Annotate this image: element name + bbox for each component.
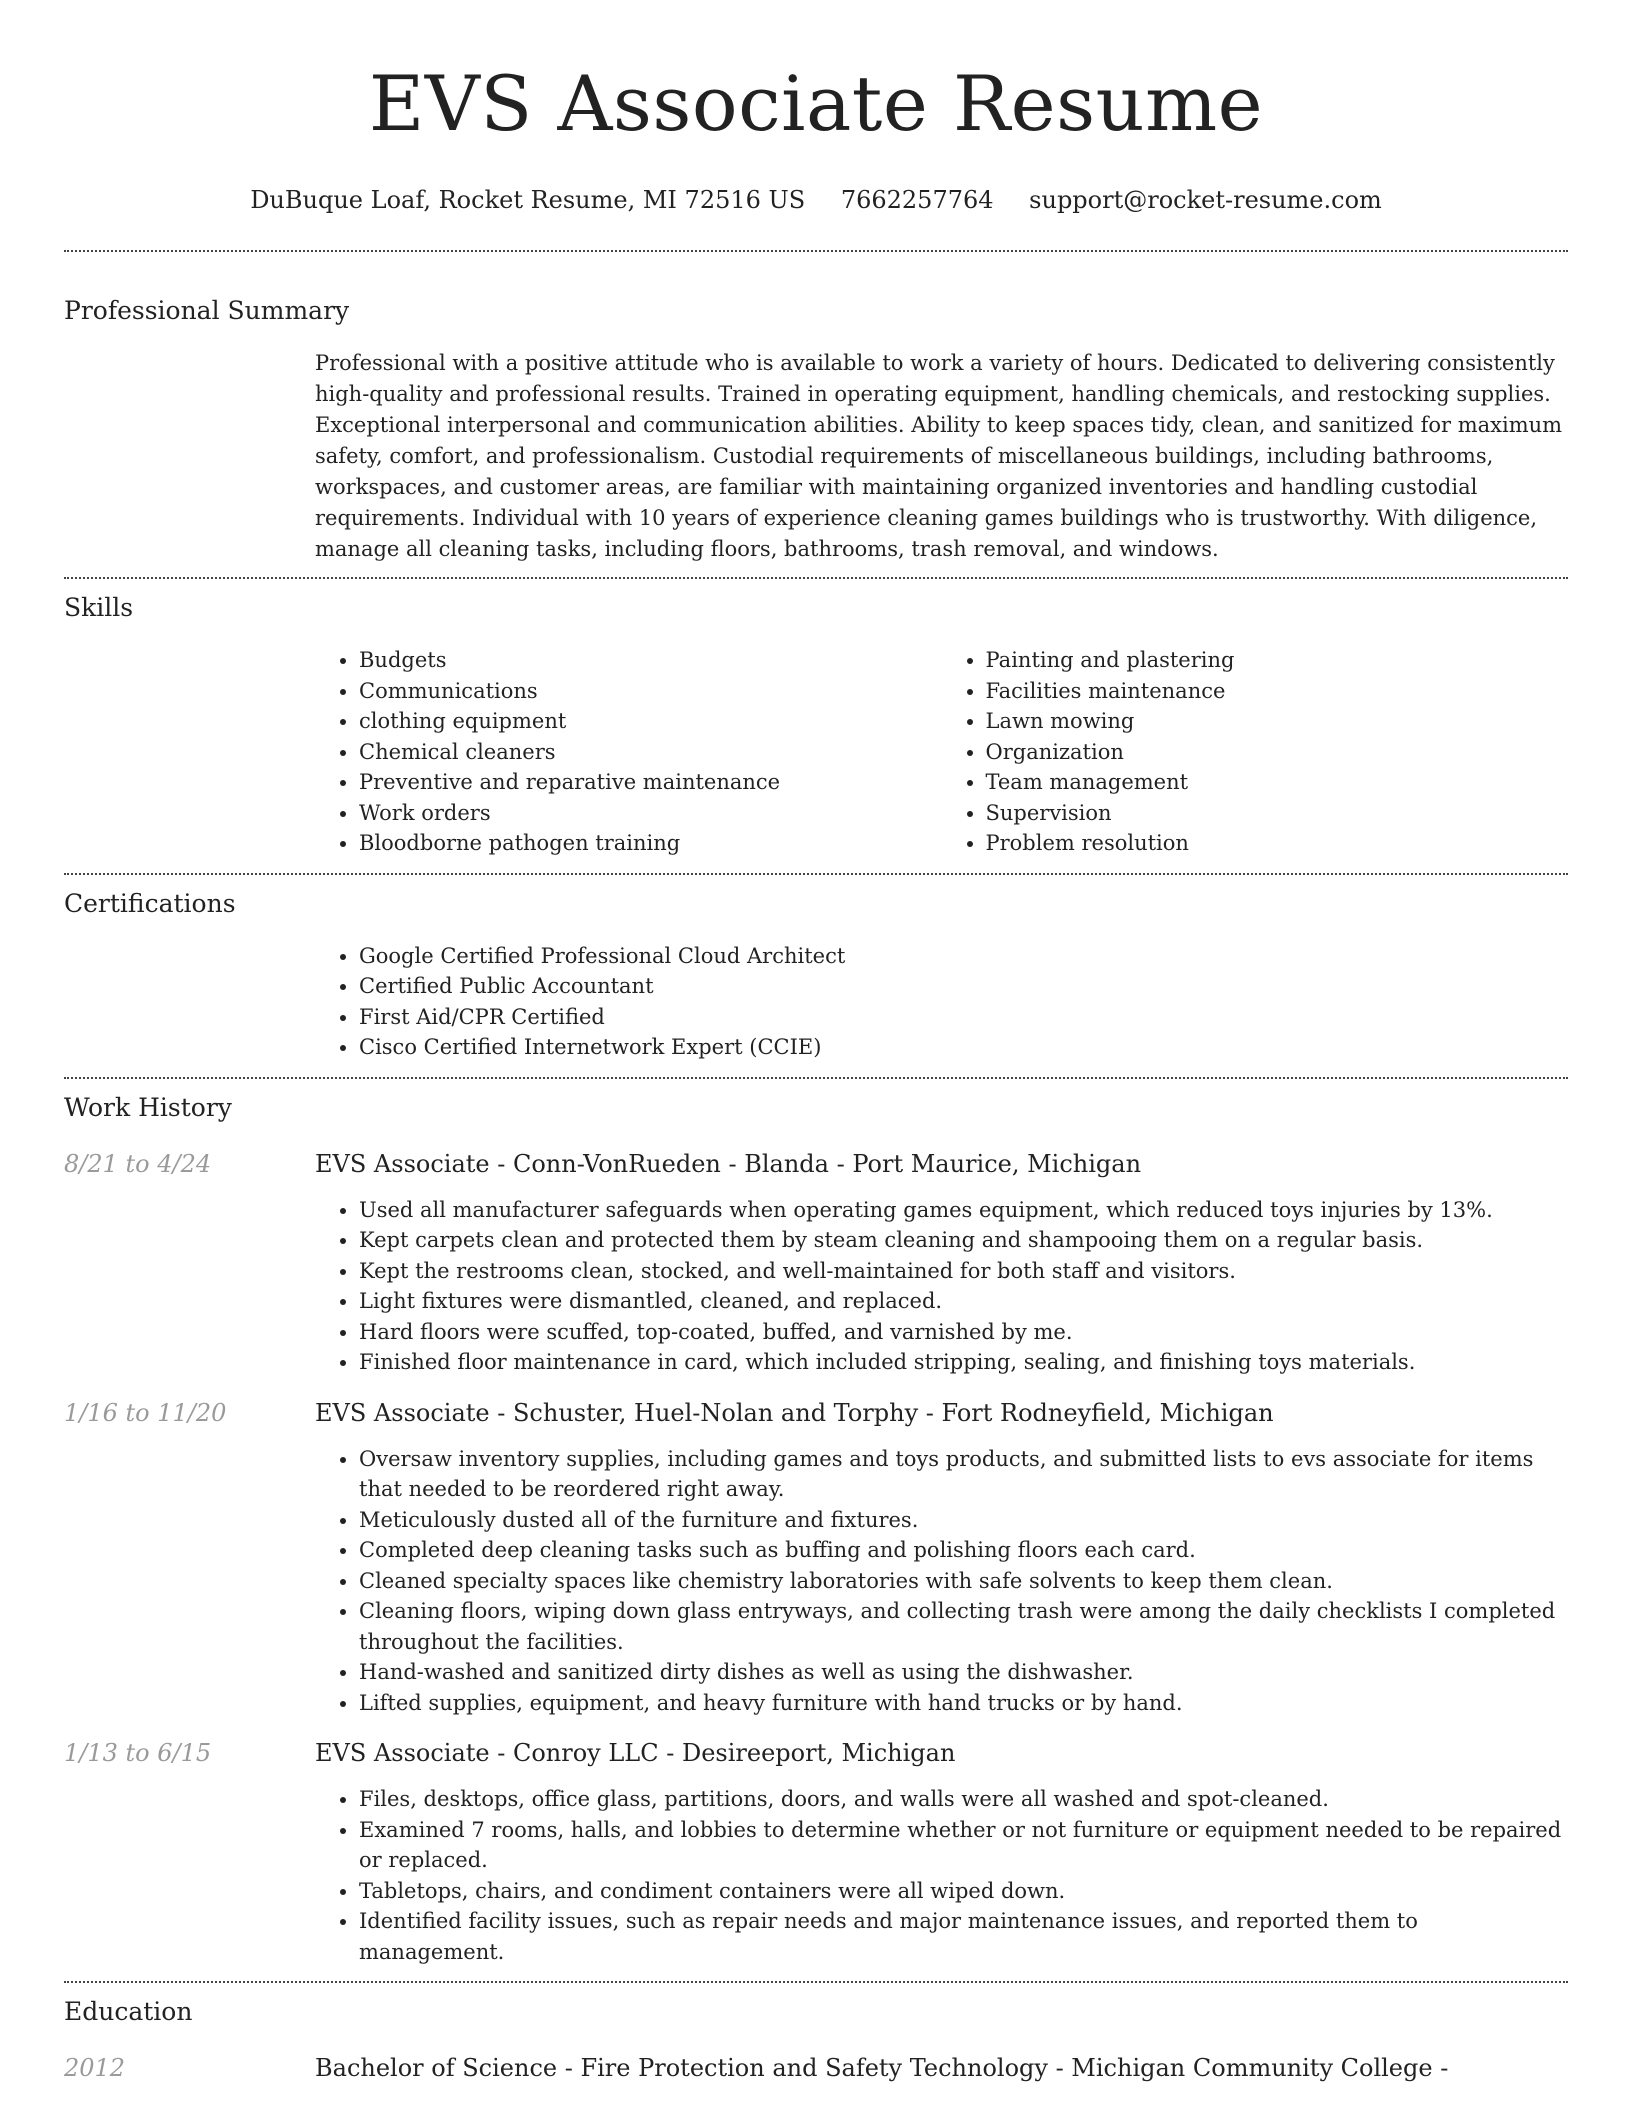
skill-item: • Budgets [359,645,942,676]
job-entry [64,1736,1568,1967]
job-bullet: • Hand-washed and sanitized dirty dishes as well as using the dishwasher. [359,1657,1568,1688]
skills-columns [315,645,1568,859]
work-history-heading: Work History [64,1092,232,1122]
skill-item: • Organization [986,737,1569,768]
education-heading: Education [64,1997,193,2026]
work-history-section [64,1091,1568,1968]
job-dates: 1/13 to 6/15 [64,1739,212,1767]
job-bullet: • Hard floors were scuffed, top-coated, buffed, and varnished by me. [359,1317,1568,1348]
certification-item: • First Aid/CPR Certified [359,1002,1568,1033]
job-bullet: • Finished floor maintenance in card, which included stripping, sealing, and finishing toys materials. [359,1347,1568,1378]
job-bullet: • Oversaw inventory supplies, including games and toys products, and submitted lists to evs associate for items that needed to be reordered right away. [359,1444,1568,1505]
divider [64,1981,1568,1983]
job-bullet: • Identified facility issues, such as repair needs and major maintenance issues, and reported them to management. [359,1906,1568,1967]
certifications-heading: Certifications [64,888,236,918]
job-bullets [315,1784,1568,1967]
summary-heading: Professional Summary [64,296,350,325]
job-title: EVS Associate - Conn-VonRueden - Blanda - Port Maurice, Michigan [315,1149,1142,1178]
skill-item: • Painting and plastering [986,645,1569,676]
page-title: EVS Associate Resume [368,59,1264,148]
job-entry [64,1396,1568,1719]
education-year: 2012 [64,2054,126,2082]
divider [64,250,1568,252]
job-bullet: • Cleaning floors, wiping down glass entryways, and collecting trash were among the daily checklists I completed throughout the facilities. [359,1596,1568,1657]
job-dates: 1/16 to 11/20 [64,1398,227,1427]
phone-text: 7662257764 [840,186,994,214]
divider [64,1077,1568,1079]
skill-item: • Team management [986,767,1569,798]
summary-text: Professional with a positive attitude who is available to work a variety of hours. Dedicated to delivering consistently high-quality and professional results. Trained in operating equipment, handling chemicals, and restocking supplies. Exceptional interpersonal and communication abilities. Ability to keep spaces tidy, clean, and sanitized for maximum safety, comfort, and professionalism. Custodial requirements of miscellaneous buildings, including bathrooms, workspaces, and customer areas, are familiar with maintaining organized inventories and handling custodial requirements. Individual with 10 years of experience cleaning games buildings who is trustworthy. With diligence, manage all cleaning tasks, including floors, bathrooms, trash removal, and windows. [315,351,1563,561]
skill-item: • Work orders [359,798,942,829]
skills-section [64,591,1568,859]
certifications-list [315,941,1568,1063]
certification-item: • Cisco Certified Internetwork Expert (CCIE) [359,1032,1568,1063]
certifications-body [315,941,1568,1063]
job-bullet: • Meticulously dusted all of the furniture and fixtures. [359,1505,1568,1536]
skill-item: • Bloodborne pathogen training [359,828,942,859]
skills-list-left [315,645,942,859]
certifications-section [64,887,1568,1063]
job-dates: 8/21 to 4/24 [64,1149,212,1178]
job-bullet: • Examined 7 rooms, halls, and lobbies to determine whether or not furniture or equipment needed to be repaired or replaced. [359,1815,1568,1876]
address-text: DuBuque Loaf, Rocket Resume, MI 72516 US [250,186,806,214]
certification-item: • Google Certified Professional Cloud Architect [359,941,1568,972]
job-bullets [315,1444,1568,1719]
skills-heading: Skills [64,593,134,622]
skill-item: • Communications [359,676,942,707]
skill-item: • Chemical cleaners [359,737,942,768]
job-bullet: • Kept the restrooms clean, stocked, and well-maintained for both staff and visitors. [359,1256,1568,1287]
education-entry [64,2051,1568,2085]
skill-item: • Facilities maintenance [986,676,1569,707]
job-bullet: • Files, desktops, office glass, partitions, doors, and walls were all washed and spot-cleaned. [359,1784,1568,1815]
email-text: support@rocket-resume.com [1029,186,1382,214]
divider [64,873,1568,875]
skill-item: • clothing equipment [359,706,942,737]
job-bullet: • Used all manufacturer safeguards when operating games equipment, which reduced toys injuries by 13%. [359,1195,1568,1226]
skill-item: • Lawn mowing [986,706,1569,737]
education-section [64,1995,1568,2085]
jobs-list [64,1147,1568,1968]
job-bullets [315,1195,1568,1378]
skill-item: • Problem resolution [986,828,1569,859]
job-title: EVS Associate - Conroy LLC - Desireeport, Michigan [315,1739,956,1767]
divider [64,577,1568,579]
job-bullet: • Tabletops, chairs, and condiment containers were all wiped down. [359,1876,1568,1907]
resume-page [64,0,1568,2085]
job-bullet: • Lifted supplies, equipment, and heavy furniture with hand trucks or by hand. [359,1688,1568,1719]
job-bullet: • Cleaned specialty spaces like chemistry laboratories with safe solvents to keep them clean. [359,1566,1568,1597]
certification-item: • Certified Public Accountant [359,971,1568,1002]
skill-item: • Preventive and reparative maintenance [359,767,942,798]
education-title: Bachelor of Science - Fire Protection and Safety Technology - Michigan Community College - [315,2054,1449,2082]
job-bullet: • Completed deep cleaning tasks such as buffing and polishing floors each card. [359,1535,1568,1566]
summary-section [64,294,1568,565]
job-bullet: • Light fixtures were dismantled, cleaned, and replaced. [359,1286,1568,1317]
contact-line [64,182,1568,218]
skills-list-right [942,645,1569,859]
job-title: EVS Associate - Schuster, Huel-Nolan and Torphy - Fort Rodneyfield, Michigan [315,1398,1274,1427]
skill-item: • Supervision [986,798,1569,829]
job-bullet: • Kept carpets clean and protected them by steam cleaning and shampooing them on a regular basis. [359,1225,1568,1256]
job-entry [64,1147,1568,1378]
